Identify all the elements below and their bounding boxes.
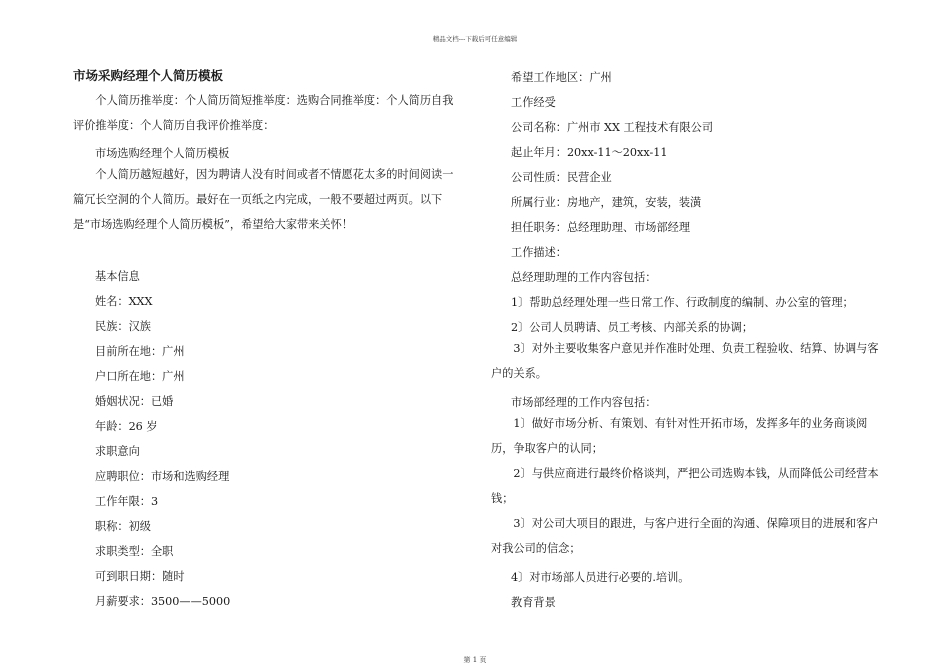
- work-company-type: 公司性质：民营企业: [511, 171, 612, 184]
- work-company: 公司名称：广州市 XX 工程技术有限公司: [511, 121, 714, 134]
- section-heading-work-experience: 工作经受: [511, 96, 556, 109]
- assistant-duty-1: 1〕帮助总经理处理一些日常工作、行政制度的编制、办公室的管理；: [511, 296, 854, 309]
- manager-duty-2: 2〕与供应商进行最终价格谈判，严把公司选购本钱，从而降低公司经营本钱；: [491, 467, 879, 505]
- work-description-label: 工作描述：: [511, 246, 567, 259]
- assistant-duty-2: 2〕公司人员聘请、员工考核、内部关系的协调；: [511, 321, 754, 334]
- assistant-duty-3: 3〕对外主要收集客户意见并作准时处理、负责工程验收、结算、协调与客户的关系。: [491, 342, 879, 380]
- section-heading-job-intent: 求职意向: [95, 445, 140, 458]
- manager-duty-1: 1〕做好市场分析、有策划、有针对性开拓市场，发挥多年的业务商谈阅历，争取客户的认同；: [491, 417, 868, 455]
- document-title: 市场采购经理个人简历模板: [73, 68, 224, 83]
- manager-duty-4: 4〕对市场部人员进行必要的.培训。: [511, 571, 690, 584]
- work-period: 起止年月：20xx-11～20xx-11: [511, 146, 668, 159]
- info-hukou: 户口所在地：广州: [95, 370, 185, 383]
- info-start-date: 可到职日期：随时: [95, 570, 185, 583]
- info-age: 年龄：26 岁: [95, 420, 158, 433]
- manager-duty-3: 3〕对公司大项目的跟进，与客户进行全面的沟通、保障项目的进展和客户对我公司的信念；: [491, 517, 879, 555]
- subtitle: 市场选购经理个人简历模板: [95, 147, 230, 160]
- assistant-duties-heading: 总经理助理的工作内容包括：: [511, 271, 657, 284]
- section-heading-education: 教育背景: [511, 596, 556, 609]
- work-industry: 所属行业：房地产，建筑，安装，装潢: [511, 196, 702, 209]
- info-years: 工作年限：3: [95, 495, 159, 508]
- intro-paragraph: 个人简历推举度：个人简历简短推举度：选购合同推举度：个人简历自我评价推举度：个人简历自我评价推举度：: [73, 94, 454, 132]
- info-name: 姓名：XXX: [95, 295, 153, 308]
- info-current-location: 目前所在地：广州: [95, 345, 185, 358]
- body-paragraph: 个人简历越短越好，因为聘请人没有时间或者不情愿花太多的时间阅读一篇冗长空洞的个人简历。最好在一页纸之内完成，一般不要超过两页。以下是“市场选购经理个人简历模板”，希望给大家带来关怀！: [73, 168, 454, 231]
- page-header: 精品文档---下载后可任意编辑: [432, 35, 518, 43]
- info-title: 职称：初级: [95, 520, 151, 533]
- section-heading-basic-info: 基本信息: [95, 270, 140, 283]
- info-ethnicity: 民族：汉族: [95, 320, 151, 333]
- manager-duties-heading: 市场部经理的工作内容包括：: [511, 396, 657, 409]
- page-footer: 第 1 页: [463, 656, 487, 664]
- work-role: 担任职务：总经理助理、市场部经理: [511, 221, 691, 234]
- info-salary: 月薪要求：3500——5000: [95, 595, 231, 608]
- info-marital: 婚姻状况：已婚: [95, 395, 174, 408]
- info-desired-region: 希望工作地区：广州: [511, 71, 612, 84]
- info-position: 应聘职位：市场和选购经理: [95, 470, 230, 483]
- info-job-type: 求职类型：全职: [95, 545, 174, 558]
